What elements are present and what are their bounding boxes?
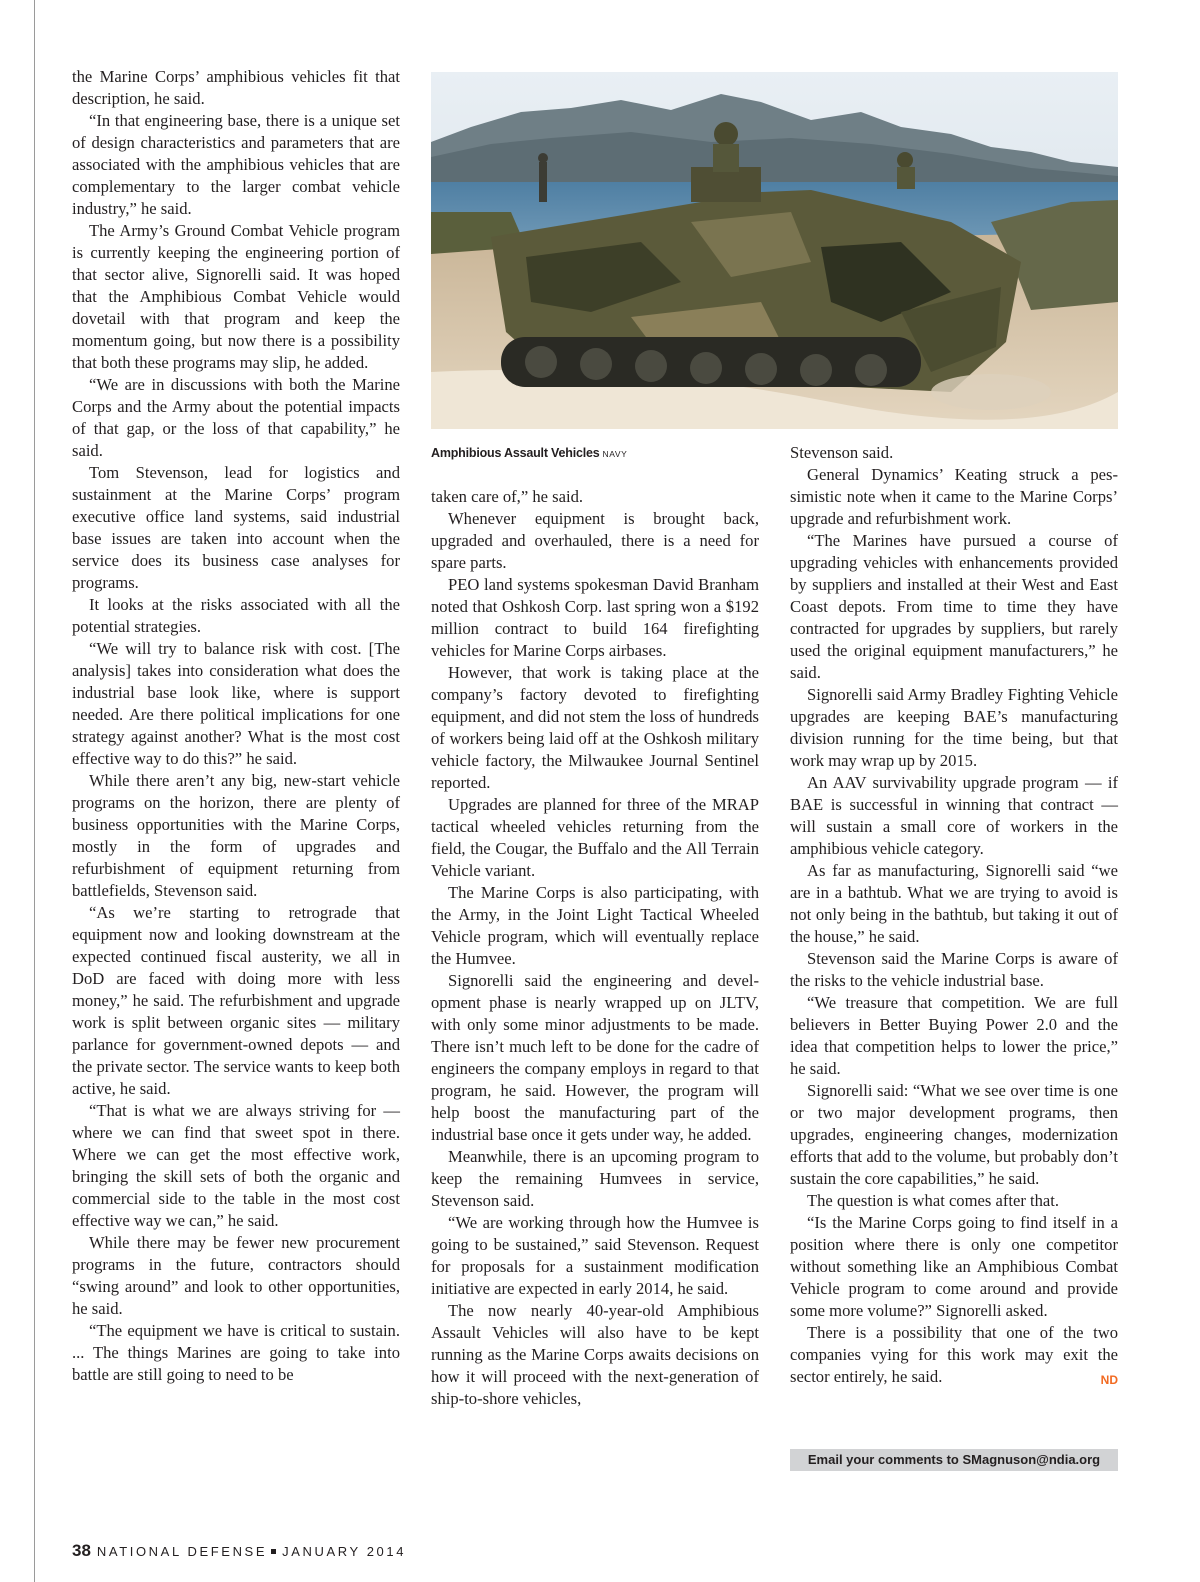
article-column-3 — [790, 442, 1118, 1391]
paragraph: “We are in discussions with both the Marine Corps and the Army about the potential impacts of that gap, or the loss of that capability,” he said. — [72, 375, 400, 460]
paragraph: Signorelli said Army Bradley Fighting Vehicle upgrades are keeping BAE’s manufacturing division running for the time being, but that work may wrap up by 2015. — [790, 685, 1118, 770]
end-mark: ND — [1100, 1373, 1118, 1387]
paragraph: The Army’s Ground Combat Vehicle program is currently keeping the engineering portion of that sector alive, Signorelli said. It was hoped that the Amphibious Combat Vehicle would dovetail with that program and keep the momentum going, but now there is a possibility that both these programs may slip, he added. — [72, 221, 400, 372]
paragraph: “That is what we are always striving for — where we can find that sweet spot in there. Where we can get the most effective work, bringing the skill sets of both the organic and commercial side to the table in the most cost effective way we can,” he said. — [72, 1101, 400, 1230]
paragraph: “We will try to balance risk with cost. [The analysis] takes into consideration what does the industrial base look like, where is support needed. Are there political implications for one strategy against another? What is the most cost effective way to do this?” he said. — [72, 639, 400, 768]
email-prefix: Email your comments to — [807, 1452, 959, 1467]
paragraph: “We treasure that competition. We are full believers in Better Buying Power 2.0 and the idea that competition helps to lower the price,” he said. — [790, 993, 1118, 1078]
paragraph: General Dynamics’ Keating struck a pessimistic note when it came to the Marine Corps’ upgrade and refurbishment work. — [790, 465, 1118, 528]
paragraph: “Is the Marine Corps going to find itself in a position where there is only one competitor without something like an Amphibious Combat Vehicle program to come around and provide some more volume?” Signorelli asked. — [790, 1213, 1118, 1320]
article-column-2 — [431, 486, 759, 1410]
paragraph: the Marine Corps’ amphibious vehicles fit that description, he said. — [72, 67, 400, 108]
paragraph: While there may be fewer new procurement programs in the future, contractors should “swing around” and look to other opportunities, he said. — [72, 1233, 400, 1318]
paragraph: Stevenson said the Marine Corps is aware of the risks to the vehicle industrial base. — [790, 949, 1118, 990]
paragraph: The now nearly 40-year-old Amphibious Assault Vehicles will also have to be kept running as the Marine Corps awaits decisions on how it will proceed with the next-generation of ship-to-shore vehicles, — [431, 1301, 759, 1408]
paragraph: taken care of,” he said. — [431, 487, 584, 506]
amphibious-vehicle-photo — [431, 72, 1118, 429]
paragraph: Stevenson said. — [790, 443, 894, 462]
paragraph: “The Marines have pursued a course of upgrading vehicles with enhancements provided by suppliers and installed at their West and East Coast depots. From time to time they have contracted for upgrades by suppliers, but rarely used the original equipment manufacturers,” he said. — [790, 531, 1118, 682]
paragraph: “As we’re starting to retrograde that equipment now and looking downstream at the expected continued fiscal austerity, we all in DoD are faced with doing more with less money,” he said. The refurbishment and upgrade work is split between organic sites — military parlance for government-owned depots — and the private sector. The service wants to keep both active, he said. — [72, 903, 400, 1098]
paragraph: However, that work is taking place at the company’s factory devoted to firefighting equipment, and did not stem the loss of hundreds of workers being laid off at the Oshkosh military vehicle factory, the Milwaukee Journal Sentinel reported. — [431, 663, 759, 792]
footer-separator — [271, 1549, 276, 1554]
photo-illustration — [431, 72, 1118, 429]
paragraph: “We are working through how the Humvee is going to be sustained,” said Stevenson. Request for proposals for a sustainment modification initiative are expected in early 2014, he said. — [431, 1213, 759, 1298]
paragraph: Meanwhile, there is an upcoming program to keep the remaining Humvees in service, Stevenson said. — [431, 1147, 759, 1210]
caption-text: Amphibious Assault Vehicles — [431, 446, 600, 460]
email-link[interactable]: SMagnuson@ndia.org — [962, 1452, 1101, 1467]
paragraph: “In that engineering base, there is a unique set of design characteristics and parameters that are associated with the amphibious vehicles that are complementary to the larger combat vehicle industry,” he said. — [72, 111, 400, 218]
paragraph: “The equipment we have is critical to sustain. ... The things Marines are going to take into battle are still going to need to be — [72, 1321, 400, 1384]
paragraph: Signorelli said the engineering and development phase is nearly wrapped up on JLTV, with only some minor adjustments to be made. There isn’t much left to be done for the cadre of engineers the company employs in regard to that program, he said. However, the program will help boost the manufacturing part of the industrial base once it gets under way, he added. — [431, 971, 759, 1144]
paragraph: Signorelli said: “What we see over time is one or two major development programs, then upgrades, engineering changes, modernization efforts that add to the volume, but probably don’t sustain the core capabilities,” he said. — [790, 1081, 1118, 1188]
paragraph: The Marine Corps is also participating, with the Army, in the Joint Light Tactical Wheeled Vehicle program, which will eventually replace the Humvee. — [431, 883, 759, 968]
photo-credit: NAVY — [602, 449, 628, 459]
page-edge-rule — [34, 0, 35, 1582]
paragraph: Whenever equipment is brought back, upgraded and overhauled, there is a need for spare parts. — [431, 509, 759, 572]
paragraph: Upgrades are planned for three of the MRAP tactical wheeled vehicles returning from the field, the Cougar, the Buffalo and the All Terrain Vehicle variant. — [431, 795, 759, 880]
page-number: 38 — [72, 1541, 91, 1560]
article-column-1 — [72, 66, 400, 1386]
photo-caption — [431, 446, 771, 460]
paragraph: Tom Stevenson, lead for logistics and sustainment at the Marine Corps’ program executive office land systems, said industrial base issues are taken into account when the service does its business case analyses for programs. — [72, 463, 400, 592]
publication-name: NATIONAL DEFENSE — [96, 1544, 268, 1559]
page-footer — [72, 1541, 406, 1561]
issue-date: JANUARY 2014 — [282, 1544, 407, 1559]
paragraph: The question is what comes after that. — [807, 1191, 1060, 1210]
email-comments-box — [790, 1449, 1118, 1471]
paragraph: It looks at the risks associated with all the potential strategies. — [72, 595, 400, 636]
paragraph: An AAV survivability upgrade program — if BAE is successful in winning that contract — will sustain a small core of workers in the amphibious vehicle category. — [790, 773, 1118, 858]
paragraph-text: There is a possibility that one of the two companies vying for this work may exit the sector entirely, he said. — [790, 1323, 1118, 1386]
last-paragraph — [790, 1322, 1118, 1388]
paragraph: While there aren’t any big, new-start vehicle programs on the horizon, there are plenty of business opportunities with the Marine Corps, mostly in the form of upgrades and refurbishment of equipment returning from battlefields, Stevenson said. — [72, 771, 400, 900]
paragraph: As far as manufacturing, Signorelli said “we are in a bathtub. What we are trying to avoid is not only being in the bathtub, but taking it out of the house,” he said. — [790, 861, 1118, 946]
paragraph: PEO land systems spokesman David Branham noted that Oshkosh Corp. last spring won a $192 million contract to build 164 firefighting vehicles for Marine Corps airbases. — [431, 575, 759, 660]
